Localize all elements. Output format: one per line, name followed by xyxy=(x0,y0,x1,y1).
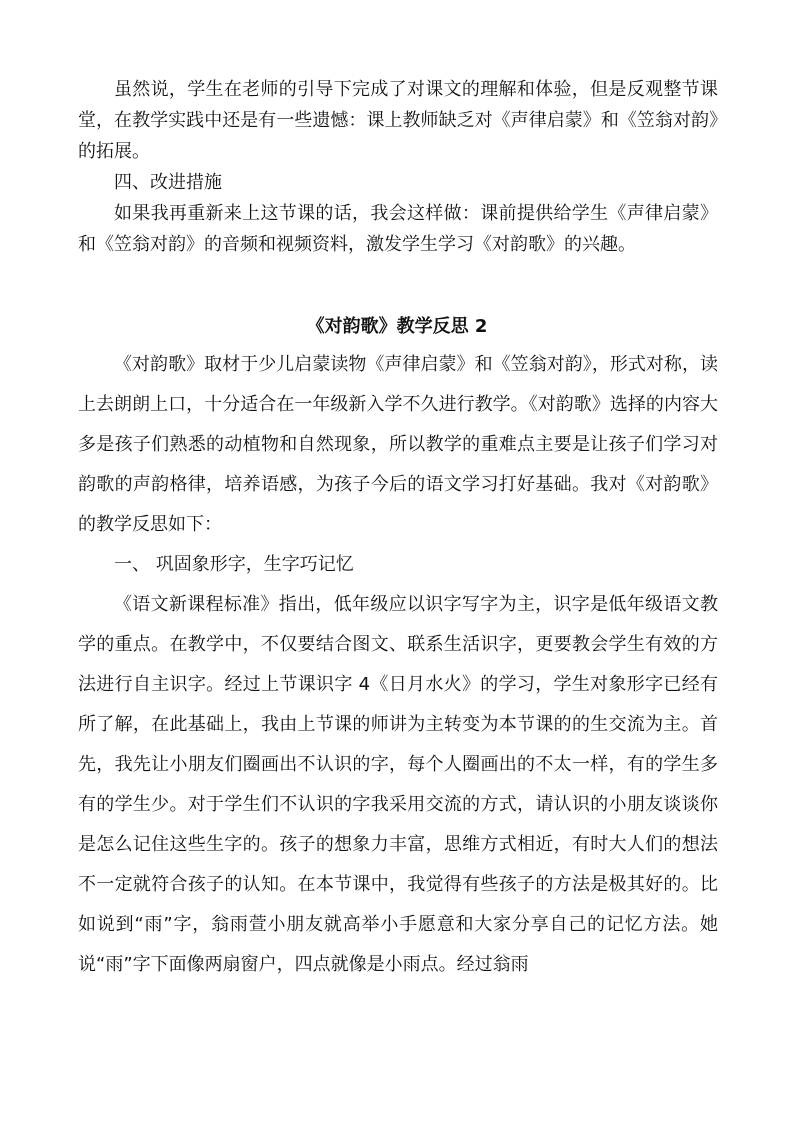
paragraph-improvement: 如果我再重新来上这节课的话，我会这样做：课前提供给学生《声律启蒙》和《笠翁对韵》的音频和视频资料，激发学生学习《对韵歌》的兴趣。 xyxy=(78,203,718,255)
section-2 xyxy=(78,345,718,985)
heading-improvement: 四、改进措施 xyxy=(114,172,222,193)
section-1 xyxy=(78,74,718,260)
paragraph-body: 《语文新课程标准》指出，低年级应以识字写字为主，识字是低年级语文教学的重点。在教学中，不仅要结合图文、联系生活识字，更要教会学生有效的方法进行自主识字。经过上节课识字 4《日月水火》的学习，学生对象形字已经有所了解，在此基础上，我由上节课的师讲为主转变为本节课的的生交流为主。首先，我先让小朋友们圈画出不认识的字，每个人圈画出的不太一样，有的学生多有的学生少。对于学生们不认识的字我采用交流的方式，请认识的小朋友谈谈你是怎么记住这些生字的。孩子的想象力丰富，思维方式相近，有时大人们的想法不一定就符合孩子的认知。在本节课中，我觉得有些孩子的方法是极其好的。比如说到“雨”字，翁雨萱小朋友就高举小手愿意和大家分享自己的记忆方法。她说“雨”字下面像两扇窗户，四点就像是小雨点。经过翁雨 xyxy=(78,594,718,975)
section-2-title: 《对韵歌》教学反思 2 xyxy=(306,316,488,337)
paragraph-intro: 《对韵歌》取材于少儿启蒙读物《声律启蒙》和《笠翁对韵》，形式对称，读上去朗朗上口，十分适合在一年级新入学不久进行教学。《对韵歌》选择的内容大多是孩子们熟悉的动植物和自然现象，所以教学的重难点主要是让孩子们学习对韵歌的声韵格律，培养语感，为孩子今后的语文学习打好基础。我对《对韵歌》的教学反思如下： xyxy=(78,354,718,535)
paragraph-regret: 虽然说，学生在老师的引导下完成了对课文的理解和体验，但是反观整节课堂，在教学实践中还是有一些遗憾：课上教师缺乏对《声律启蒙》和《笠翁对韵》的拓展。 xyxy=(78,79,718,162)
heading-one: 一、 巩固象形字，生字巧记忆 xyxy=(114,554,354,575)
